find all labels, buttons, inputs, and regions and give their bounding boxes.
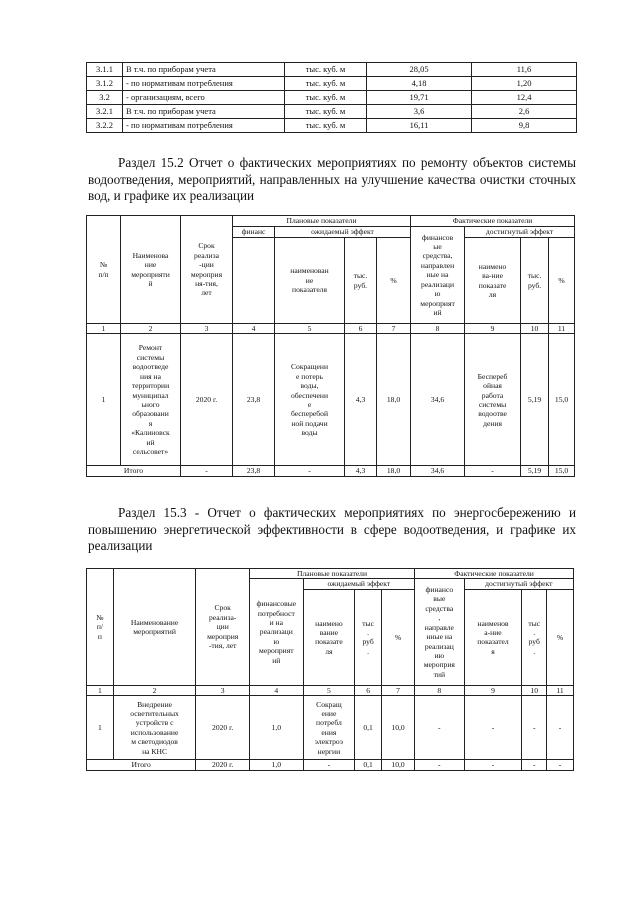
row-unit: тыс. куб. м bbox=[285, 91, 367, 105]
repair-measures-table bbox=[86, 215, 575, 477]
row-name: В т.ч. по приборам учета bbox=[123, 105, 285, 119]
row-number: 3.2.1 bbox=[87, 105, 123, 119]
row-value: 28,05 bbox=[367, 63, 472, 77]
header-achieved-name: наименов а-ние показател я bbox=[464, 589, 522, 685]
header-actual: Фактические показатели bbox=[411, 216, 575, 227]
col-number: 10 bbox=[522, 685, 547, 695]
row-value: 12,4 bbox=[472, 91, 577, 105]
header-achieved-name: наимено ва-ние показате ля bbox=[465, 238, 521, 324]
row-number: 3.2 bbox=[87, 91, 123, 105]
col-number: 5 bbox=[275, 324, 345, 334]
row-term: 2020 г. bbox=[181, 334, 233, 466]
col-number: 1 bbox=[87, 685, 114, 695]
total-actual-finance: 34,6 bbox=[411, 466, 465, 476]
row-achieved-name: - bbox=[464, 696, 522, 760]
row-expected-name: Сокращ ение потребл ения электроэ нергии bbox=[303, 696, 355, 760]
table-row bbox=[87, 696, 574, 760]
col-number: 3 bbox=[196, 685, 250, 695]
header-achieved: достигнутый эффект bbox=[464, 579, 573, 589]
row-number: 1 bbox=[87, 334, 121, 466]
header-finance: финанс bbox=[233, 227, 275, 238]
row-expected-unit: 0,1 bbox=[355, 696, 382, 760]
total-row bbox=[87, 466, 575, 476]
row-value: 2,6 bbox=[472, 105, 577, 119]
total-term: 2020 г. bbox=[196, 760, 250, 770]
section-15-3-heading: Раздел 15.3 - Отчет о фактических мероприятиях по энергосбережению и повышению энергетической эффективности в сфере водоотведения, и графике их реализации bbox=[88, 505, 576, 553]
row-number: 1 bbox=[87, 696, 114, 760]
total-achieved-pct: 15,0 bbox=[549, 466, 575, 476]
row-achieved-pct: 15,0 bbox=[549, 334, 575, 466]
header-expected-name: наименован ие показателя bbox=[275, 238, 345, 324]
table-row bbox=[87, 105, 577, 119]
row-finance: 23,8 bbox=[233, 334, 275, 466]
header-planned: Плановые показатели bbox=[249, 569, 414, 579]
row-term: 2020 г. bbox=[196, 696, 250, 760]
row-name: Внедрение осветительных устройств с использование м светодиодов на КНС bbox=[113, 696, 196, 760]
col-number: 11 bbox=[547, 685, 574, 695]
row-unit: тыс. куб. м bbox=[285, 63, 367, 77]
total-finance: 23,8 bbox=[233, 466, 275, 476]
header-term: Срок реализа -ции мероприя ня-тия, лет bbox=[181, 216, 233, 324]
row-name: Ремонт системы водоотведе ния на территории муниципал ьного образовани я «Калиновск ий сельсовет» bbox=[121, 334, 181, 466]
row-expected-pct: 18,0 bbox=[377, 334, 411, 466]
col-number: 6 bbox=[345, 324, 377, 334]
row-value: 1,20 bbox=[472, 77, 577, 91]
row-name: - по нормативам потребления bbox=[123, 119, 285, 133]
col-number: 2 bbox=[113, 685, 196, 695]
header-achieved-unit: тыс. руб. bbox=[521, 238, 549, 324]
row-actual-finance: - bbox=[415, 696, 465, 760]
header-name: Наименование мероприятий bbox=[113, 569, 196, 686]
header-actual-finance: финансов ые средства, направлен ные на реализаци ю мероприят ий bbox=[411, 227, 465, 324]
table-row bbox=[87, 63, 577, 77]
col-number: 8 bbox=[415, 685, 465, 695]
total-row bbox=[87, 760, 574, 770]
header-achieved-pct: % bbox=[549, 238, 575, 324]
total-expected-pct: 18,0 bbox=[377, 466, 411, 476]
col-number: 6 bbox=[355, 685, 382, 695]
row-value: 4,18 bbox=[367, 77, 472, 91]
row-value: 9,8 bbox=[472, 119, 577, 133]
total-term: - bbox=[181, 466, 233, 476]
header-num: № п/п bbox=[87, 216, 121, 324]
header-actual-finance: финансо вые средства , направле нные на реализац ию мероприя тий bbox=[415, 579, 465, 685]
header-name: Наименова ние мероприяти й bbox=[121, 216, 181, 324]
total-expected-unit: 4,3 bbox=[345, 466, 377, 476]
consumption-table-body bbox=[87, 63, 577, 133]
col-number: 3 bbox=[181, 324, 233, 334]
row-value: 16,11 bbox=[367, 119, 472, 133]
row-achieved-unit: 5,19 bbox=[521, 334, 549, 466]
row-actual-finance: 34,6 bbox=[411, 334, 465, 466]
table-row bbox=[87, 91, 577, 105]
col-number: 9 bbox=[465, 324, 521, 334]
row-expected-name: Сокращени е потерь воды, обеспечени е бесперебой ной подачи воды bbox=[275, 334, 345, 466]
total-expected-unit: 0,1 bbox=[355, 760, 382, 770]
col-number: 9 bbox=[464, 685, 522, 695]
row-name: - организациям, всего bbox=[123, 91, 285, 105]
table-row bbox=[87, 77, 577, 91]
total-expected-name: - bbox=[303, 760, 355, 770]
header-expected-unit: тыс . руб . bbox=[355, 589, 382, 685]
row-expected-unit: 4,3 bbox=[345, 334, 377, 466]
total-expected-name: - bbox=[275, 466, 345, 476]
header-expected-unit: тыс. руб. bbox=[345, 238, 377, 324]
total-achieved-unit: 5,19 bbox=[521, 466, 549, 476]
header-finance: финансовые потребност и на реализаци ю мероприят ий bbox=[249, 579, 303, 685]
col-number: 2 bbox=[121, 324, 181, 334]
row-name: - по нормативам потребления bbox=[123, 77, 285, 91]
col-number: 11 bbox=[549, 324, 575, 334]
table-row bbox=[87, 334, 575, 466]
col-number: 5 bbox=[303, 685, 355, 695]
row-achieved-unit: - bbox=[522, 696, 547, 760]
row-unit: тыс. куб. м bbox=[285, 119, 367, 133]
header-achieved-pct: % bbox=[547, 589, 574, 685]
col-number: 10 bbox=[521, 324, 549, 334]
header-finance-empty bbox=[233, 238, 275, 324]
row-unit: тыс. куб. м bbox=[285, 77, 367, 91]
header-num: № п/ п bbox=[87, 569, 114, 686]
row-value: 11,6 bbox=[472, 63, 577, 77]
header-planned: Плановые показатели bbox=[233, 216, 411, 227]
header-achieved-unit: тыс . руб . bbox=[522, 589, 547, 685]
section-15-2-heading: Раздел 15.2 Отчет о фактических мероприятиях по ремонту объектов системы водоотведения, мероприятий, направленных на улучшение качества очистки сточных вод, и графике их реализации bbox=[88, 155, 576, 203]
col-number: 8 bbox=[411, 324, 465, 334]
column-numbers-row bbox=[87, 324, 575, 334]
header-achieved: достигнутый эффект bbox=[465, 227, 575, 238]
row-finance: 1,0 bbox=[249, 696, 303, 760]
total-expected-pct: 10,0 bbox=[382, 760, 415, 770]
total-achieved-unit: - bbox=[522, 760, 547, 770]
total-actual-finance: - bbox=[415, 760, 465, 770]
header-expected-pct: % bbox=[377, 238, 411, 324]
header-expected-name: наимено вание показате ля bbox=[303, 589, 355, 685]
row-number: 3.1.1 bbox=[87, 63, 123, 77]
total-achieved-name: - bbox=[465, 466, 521, 476]
col-number: 7 bbox=[382, 685, 415, 695]
col-number: 7 bbox=[377, 324, 411, 334]
row-achieved-pct: - bbox=[547, 696, 574, 760]
row-unit: тыс. куб. м bbox=[285, 105, 367, 119]
total-achieved-name: - bbox=[464, 760, 522, 770]
col-number: 1 bbox=[87, 324, 121, 334]
header-expected: ожидаемый эффект bbox=[275, 227, 411, 238]
row-value: 3,6 bbox=[367, 105, 472, 119]
row-number: 3.2.2 bbox=[87, 119, 123, 133]
row-value: 19,71 bbox=[367, 91, 472, 105]
consumption-table bbox=[86, 62, 577, 133]
row-number: 3.1.2 bbox=[87, 77, 123, 91]
row-expected-pct: 10,0 bbox=[382, 696, 415, 760]
total-finance: 1,0 bbox=[249, 760, 303, 770]
header-expected: ожидаемый эффект bbox=[303, 579, 414, 589]
total-label: Итого bbox=[87, 466, 181, 476]
header-expected-pct: % bbox=[382, 589, 415, 685]
table-row bbox=[87, 119, 577, 133]
column-numbers-row bbox=[87, 685, 574, 695]
col-number: 4 bbox=[249, 685, 303, 695]
total-label: Итого bbox=[87, 760, 196, 770]
row-achieved-name: Беспереб ойная работа системы водоотве дения bbox=[465, 334, 521, 466]
header-term: Срок реализа- ции мероприя -тия, лет bbox=[196, 569, 250, 686]
header-actual: Фактические показатели bbox=[415, 569, 574, 579]
row-name: В т.ч. по приборам учета bbox=[123, 63, 285, 77]
col-number: 4 bbox=[233, 324, 275, 334]
total-achieved-pct: - bbox=[547, 760, 574, 770]
energy-saving-table bbox=[86, 568, 574, 771]
